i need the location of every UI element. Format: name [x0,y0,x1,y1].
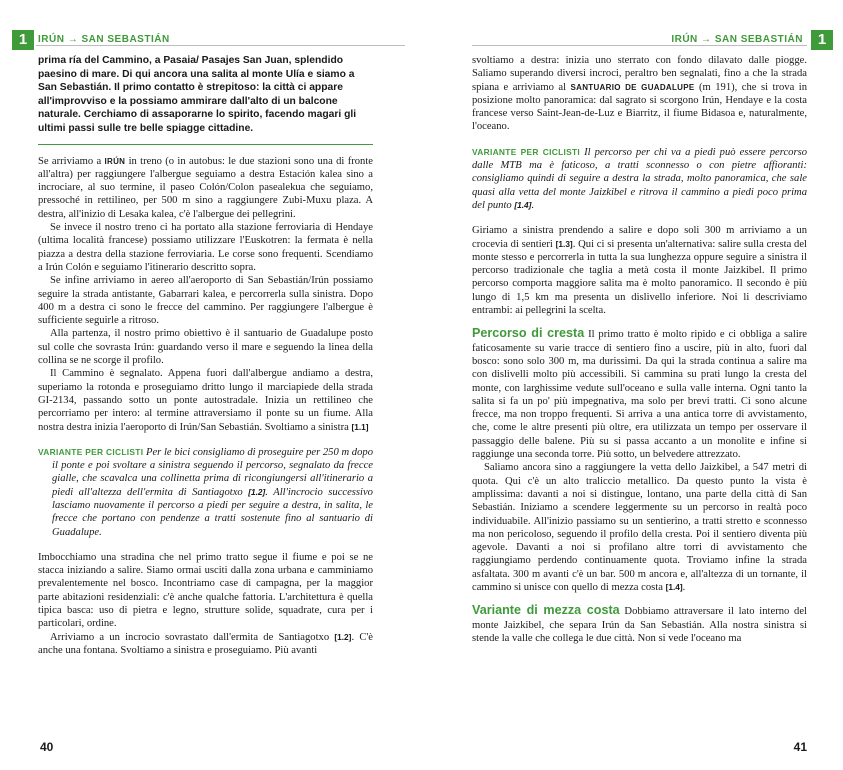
section-heading: Variante di mezza costa [472,603,620,618]
left-page [0,0,421,770]
page-number: 41 [793,740,807,754]
chapter-number-badge: 1 [12,30,34,50]
route-point-ref: [1.4] [665,581,683,592]
page-number: 40 [40,740,54,754]
paragraph: Percorso di cresta Il primo tratto è molto ripido e ci obbliga a salire faticosamente su varie tracce di sentiero fino a uscire, più in alto, fuori dal bosco: sono solo 300 m, ma durissimi. Da qui la strada continua a salire ma con dislivelli molto più accessibili. Si cammina su prati lungo la cresta del monte, con larghissime vedute sull'oceano e sulla valle interna. Ogni tanto la salita si fa un po' più impegnativa, ma solo per brevi tratti. Ci sono alcune frecce, ma non troppo frequenti. Si arriva a una antica torre di avvistamento, che, come le altre presenti più oltre, era utilizzata un tempo per osservare il passaggio delle balene. Più su si passa accanto a un monolite e infine si raggiunge una seconda torre. Più sotto, un belvedere attrezzato. [472,326,807,461]
cyclist-variant-box: VARIANTE PER CICLISTI Il percorso per chi va a piedi può essere percorso dalle MTB ma è faticoso, a tratti sconnesso o con pietre affioranti: consigliamo quindi di seguire a destra la strada, molto panoramica, che sale quasi alla vetta del monte Jaizkibel e ritrova il cammino a piedi poco prima del punto [1.4]. [472,146,807,211]
header-rule [36,45,405,46]
right-text-column [472,54,807,645]
paragraph: Il Cammino è segnalato. Appena fuori dall'albergue andiamo a destra, superiamo la rotonda e proseguiamo dritto lungo il marciapiede della strada GI-2134, passando sotto un ponte autostradale. Inizia un rettilineo che percorriamo per intero: al termine attraversiamo il ponte su un fiume. Alla nostra destra inizia l'aeroporto di Irún/San Sebastián. Svoltiamo a sinistra [1.1] [38,368,373,433]
chapter-number-badge: 1 [811,30,833,50]
paragraph: Giriamo a sinistra prendendo a salire e dopo soli 300 m arriviamo a un crocevia di sentieri [1.3]. Qui ci si presenta un'alternativa: salire sulla cresta del monte stesso e percorrerla in tutta la sua lunghezza oppure seguire a sinistra il percorso tradizionale che taglia a metà costa il monte Jaizkibel. Il primo percorso comporta maggiore salita ma è molto panoramico. Il secondo è più lungo di 1,5 km ma presenta un dislivello inferiore. Noi li descriviamo entrambi: ai pellegrini la scelta. [472,225,807,317]
route-point-ref: [1.2] [334,631,352,642]
intro-paragraph: prima ría del Cammino, a Pasaia/ Pasajes San Juan, splendido paesino di mare. Di qui ancora una salita al monte Ulía e siamo a San Sebastián. Il primo contatto è strepitoso: la città ci appare all'improvviso e la possiamo ammirare dall'alto di un balcone naturale. Cerchiamo di assaporarne lo spirito, facendo magari gli ultimi passi sulle tre belle spiagge cittadine. [38,54,373,145]
chapter-title: IRÚN → SAN SEBASTIÁN [38,34,170,45]
paragraph: Se arriviamo a IRÚN in treno (o in autobus: le due stazioni sono una di fronte all'altra) per raggiungere l'albergue seguiamo a destra Estación kalea sino a incrociare, al suo termine, il paseo Colón/Colon pasealekua che seguiamo, pressoché in rettilineo, per 500 m sino a raggiungere Zubi-Muxu plaza. A destra, all'inizio di Lesaka kalea, c'è l'albergue dei pellegrini. [38,155,373,220]
variant-label: VARIANTE PER CICLISTI [472,146,581,157]
route-point-ref: [1.1] [351,421,369,432]
section-heading: Percorso di cresta [472,326,585,341]
right-page [422,0,843,770]
paragraph: Se invece il nostro treno ci ha portato alla stazione ferroviaria di Hendaye (ultima località francese) possiamo utilizzare l'Euskotren: la fermata è nella piazza a destra della stazione ferroviaria. Le corse sono frequenti. Scendiamo a Irún Colón e seguiamo l'itinerario descritto sopra. [38,222,373,273]
paragraph: Variante di mezza costa Dobbiamo attraversare il lato interno del monte Jaizkibel, che separa Irún da San Sebastián. Alla nostra sinistra si stende la valle che collega le due città. Non si vede l'oceano ma [472,603,807,644]
route-point-ref: [1.3] [555,238,573,249]
paragraph: svoltiamo a destra: inizia uno sterrato con fondo dilavato dalle piogge. Saliamo superando diversi incroci, peraltro ben segnalati, fino a che la strada spiana e arriviamo al SANTUARIO DE GUADALUPE (m 191), che si trova in posizione molto panoramica: dal sagrato si scorgono Irún, Hendaye e la costa francese verso Saint-Jean-de-Luz e Biarritz, il fiume Bidasoa e, naturalmente, l'oceano. [472,55,808,133]
variant-label: VARIANTE PER CICLISTI [38,446,144,457]
paragraph: Arriviamo a un incrocio sovrastato dall'ermita de Santiagotxo [1.2]. C'è anche una fontana. Svoltiamo a sinistra e proseguiamo. Più avanti [38,631,373,656]
paragraph: Alla partenza, il nostro primo obiettivo è il santuario de Guadalupe posto sul colle che sovrasta Irún: guardando verso il mare e seguendo la linea della collina se ne scorge il profilo. [38,328,373,367]
paragraph: Saliamo ancora sino a raggiungere la vetta dello Jaizkibel, a 547 metri di quota. Qui c'è un alto traliccio metallico. Da questo punto la vista è amplissima: davanti a noi si distingue, lontano, una parte della città di San Sebastián. Iniziamo a scendere leggermente su un percorso in realtà poco individuabile. All'inizio passiamo su un sentierino, a tratti stretto e sconnesso ma non pericoloso, seguendo il profilo della cresta. Poi il sentiero diventa più agevole. Davanti a noi si profilano altre torri di avvistamento che raggiungiamo perdendo continuamente quota. Troviamo infine la strada asfaltata. 300 m avanti c'è un bar. 500 m ancora e, all'altezza di un tornante, il cammino si unisce con quello di mezza costa [1.4]. [472,462,807,593]
cyclist-variant-box: VARIANTE PER CICLISTI Per le bici consigliamo di proseguire per 250 m dopo il ponte e poi svoltare a sinistra seguendo il percorso, segnalato da frecce gialle, che scavalca una collinetta prima di ricongiungersi all'itinerario a piedi all'altezza dell'ermita di Santiagotxo [1.2]. All'incrocio successivo lasciamo nuovamente il percorso a piedi per seguire a destra, in salita, le frecce che portano con pendenze a tratti sostenute fino al santuario di Guadalupe. [38,446,373,538]
chapter-title: IRÚN → SAN SEBASTIÁN [671,34,803,45]
route-point-ref: [1.2] [248,486,266,497]
paragraph: Imbocchiamo una stradina che nel primo tratto segue il fiume e poi se ne stacca iniziando a salire. Siamo ormai usciti dalla zona urbana e camminiamo prevalentemente nel bosco. Incontriamo case di campagna, per la maggior parte abitazioni residenziali: c'è anche qualche fattoria. L'architettura è quella tipica basca: uso di pietra e legno, strutture solide, squadrate, cura per i particolari, ordine. [38,551,373,630]
paragraph: Se infine arriviamo in aereo all'aeroporto di San Sebastián/Irún possiamo seguire la strada antistante, Gabarrari kalea, e percorrerla sulla sinistra. Dopo 400 m a destra ci sono le frecce del cammino. Per raggiungere l'albergue è sufficiente seguirle a ritroso. [38,275,373,327]
left-text-column [38,54,373,657]
route-point-ref: [1.4] [514,199,532,210]
header-rule [472,45,807,46]
